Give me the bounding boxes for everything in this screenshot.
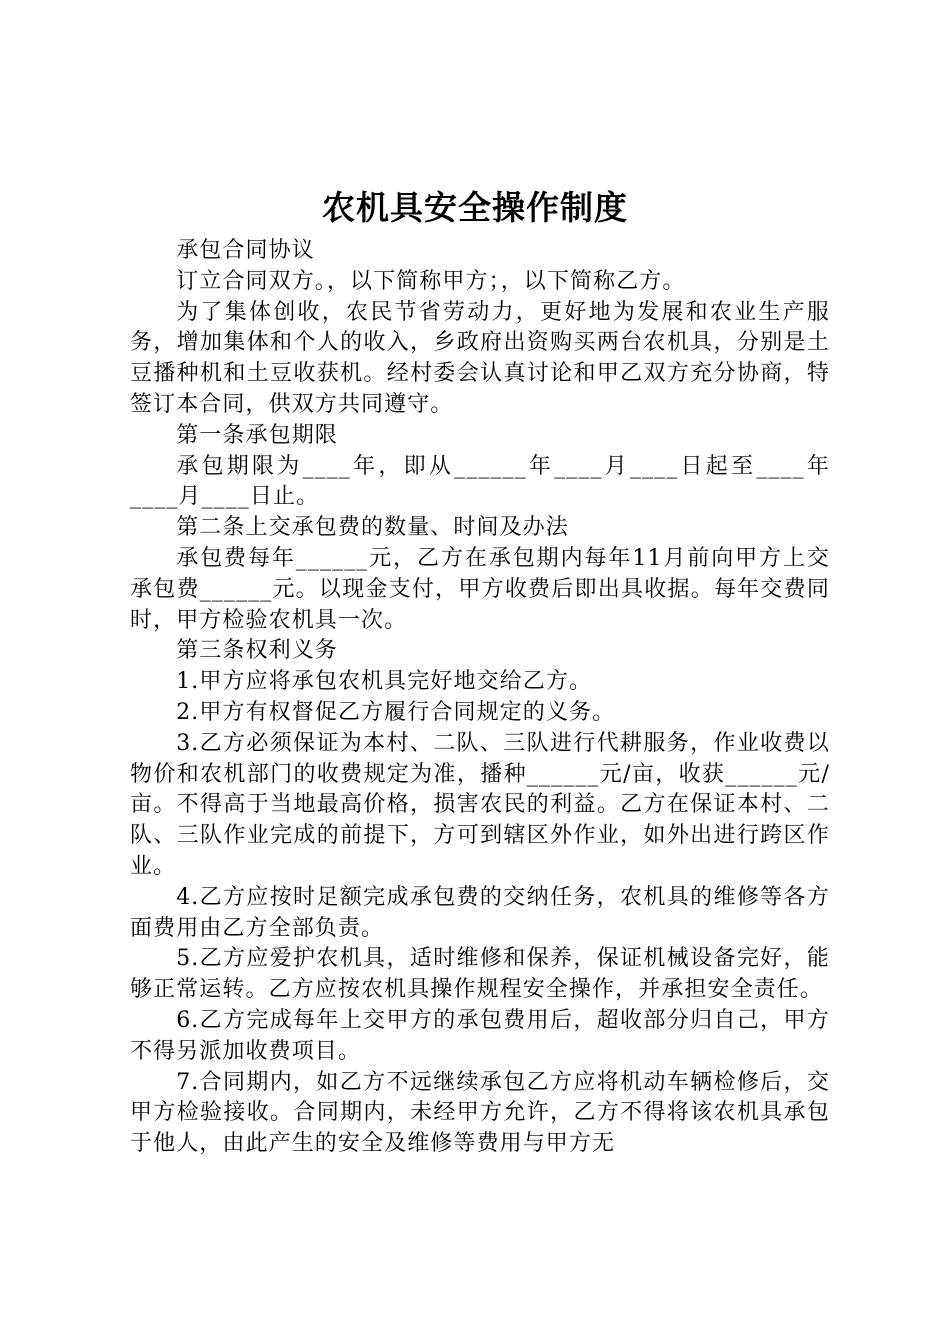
paragraph-purpose: 为了集体创收，农民节省劳动力，更好地为发展和农业生产服务，增加集体和个人的收入，乡政府出资购买两台农机具，分别是土豆播种机和土豆收获机。经村委会认真讨论和甲乙双方充分协商，特签订本合同，供双方共同遵守。 <box>130 299 830 417</box>
article-3-item-4: 4.乙方应按时足额完成承包费的交纳任务，农机具的维修等各方面费用由乙方全部负责。 <box>130 884 830 941</box>
article-3-item-1: 1.甲方应将承包农机具完好地交给乙方。 <box>176 669 593 695</box>
article-1-term: 承包期限为____年，即从______年____月____日起至____年____月____日止。 <box>130 453 830 510</box>
article-3-item-6: 6.乙方完成每年上交甲方的承包费用后，超收部分归自己，甲方不得另派加收费项目。 <box>130 1007 830 1064</box>
article-3-item-2: 2.甲方有权督促乙方履行合同规定的义务。 <box>176 699 616 725</box>
article-3-item-7: 7.合同期内，如乙方不远继续承包乙方应将机动车辆检修后，交甲方检验接收。合同期内，未经甲方允许，乙方不得将该农机具承包于他人，由此产生的安全及维修等费用与甲方无 <box>130 1069 830 1157</box>
article-3-item-3: 3.乙方必须保证为本村、二队、三队进行代耕服务，作业收费以物价和农机部门的收费规定为准，播种______元/亩，收获______元/亩。不得高于当地最高价格，损害农民的利益。乙方在保证本村、二队、三队作业完成的前提下，方可到辖区外作业，如外出进行跨区作业。 <box>130 730 830 879</box>
document-body <box>130 236 830 1160</box>
article-2-heading: 第二条上交承包费的数量、时间及办法 <box>176 515 569 541</box>
document-title: 农机具安全操作制度 <box>322 188 628 227</box>
article-2-fee: 承包费每年______元，乙方在承包期内每年11月前向甲方上交承包费______元。以现金支付，甲方收费后即出具收据。每年交费同时，甲方检验农机具一次。 <box>130 545 830 633</box>
article-3-heading: 第三条权利义务 <box>176 638 338 664</box>
paragraph-parties: 订立合同双方。，以下简称甲方；，以下简称乙方。 <box>176 268 686 294</box>
paragraph-agreement-heading: 承包合同协议 <box>176 238 315 263</box>
article-3-item-5: 5.乙方应爱护农机具，适时维修和保养，保证机械设备完好，能够正常运转。乙方应按农机具操作规程安全操作，并承担安全责任。 <box>130 946 830 1003</box>
article-1-heading: 第一条承包期限 <box>176 422 338 448</box>
